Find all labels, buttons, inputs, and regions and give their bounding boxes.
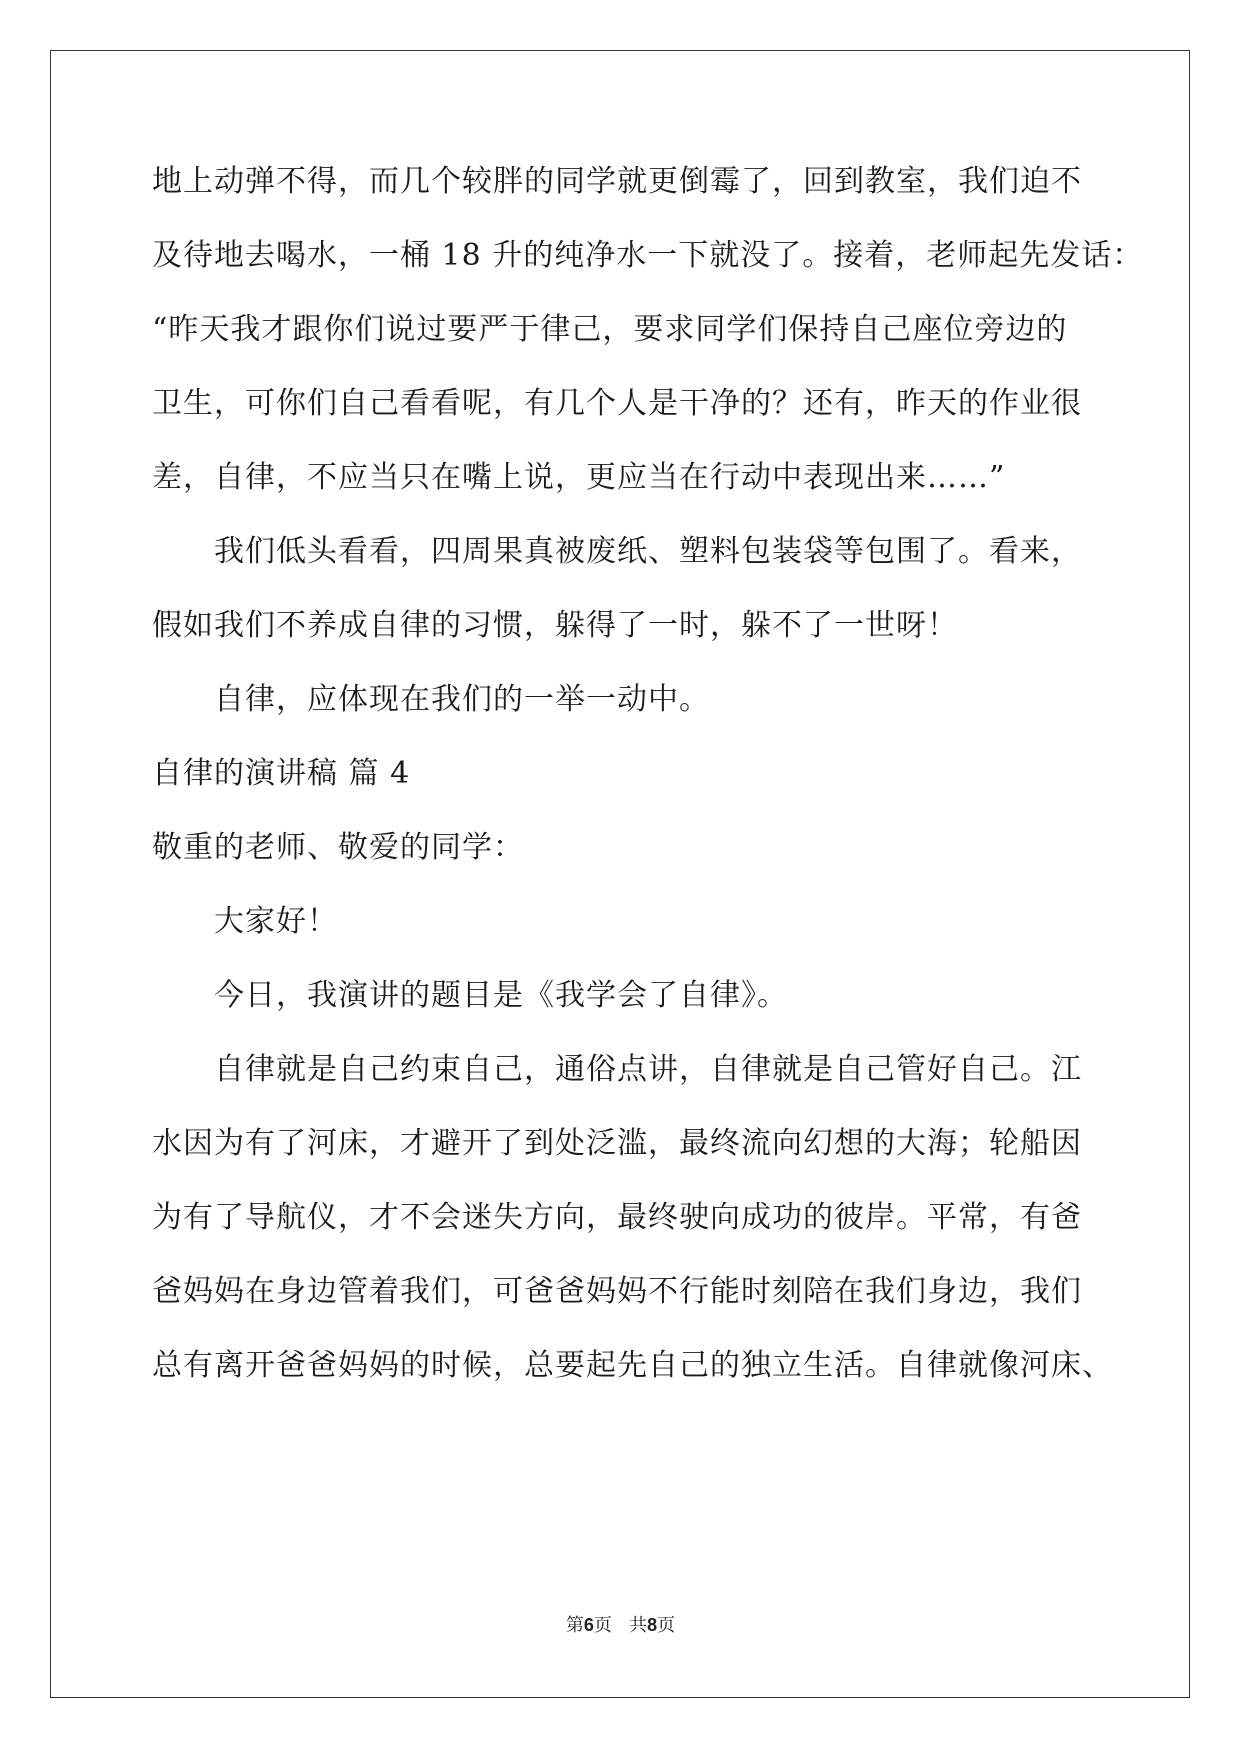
text-line: 地上动弹不得，而几个较胖的同学就更倒霉了，回到教室，我们迫不 [152,164,1082,199]
text-line: 卫生，可你们自己看看呢，有几个人是干净的？还有，昨天的作业很 [152,386,1082,421]
text-line: 差，自律，不应当只在嘴上说，更应当在行动中表现出来……” [152,460,1006,495]
section-heading: 自律的演讲稿 篇 4 [152,756,411,791]
text-line: 及待地去喝水，一桶 18 升的纯净水一下就没了。接着，老师起先发话： [152,238,1144,273]
text-line: “昨天我才跟你们说过要严于律己，要求同学们保持自己座位旁边的 [152,312,1068,347]
total-page-number: 8 [647,1615,658,1635]
text-line: 总有离开爸爸妈妈的时候，总要起先自己的独立生活。自律就像河床、 [152,1348,1113,1383]
footer-suffix: 页 [657,1615,676,1636]
text-line: 自律，应体现在我们的一举一动中。 [214,682,710,717]
text-line: 为有了导航仪，才不会迷失方向，最终驶向成功的彼岸。平常，有爸 [152,1200,1082,1235]
salutation: 敬重的老师、敬爱的同学： [152,830,524,865]
footer-mid: 页 共 [593,1615,648,1636]
text-line: 假如我们不养成自律的习惯，躲得了一时，躲不了一世呀！ [152,608,958,643]
greeting: 大家好！ [214,904,338,939]
text-line: 水因为有了河床，才避开了到处泛滥，最终流向幻想的大海；轮船因 [152,1126,1082,1161]
footer-prefix: 第 [565,1615,584,1636]
page-border [50,50,1190,1698]
page-footer [0,1614,1241,1637]
text-line: 自律就是自己约束自己，通俗点讲，自律就是自己管好自己。江 [214,1052,1082,1087]
current-page-number: 6 [583,1615,594,1635]
text-line: 爸妈妈在身边管着我们，可爸爸妈妈不行能时刻陪在我们身边，我们 [152,1274,1082,1309]
text-line: 我们低头看看，四周果真被废纸、塑料包装袋等包围了。看来， [214,534,1082,569]
text-line: 今日，我演讲的题目是《我学会了自律》。 [214,978,788,1013]
